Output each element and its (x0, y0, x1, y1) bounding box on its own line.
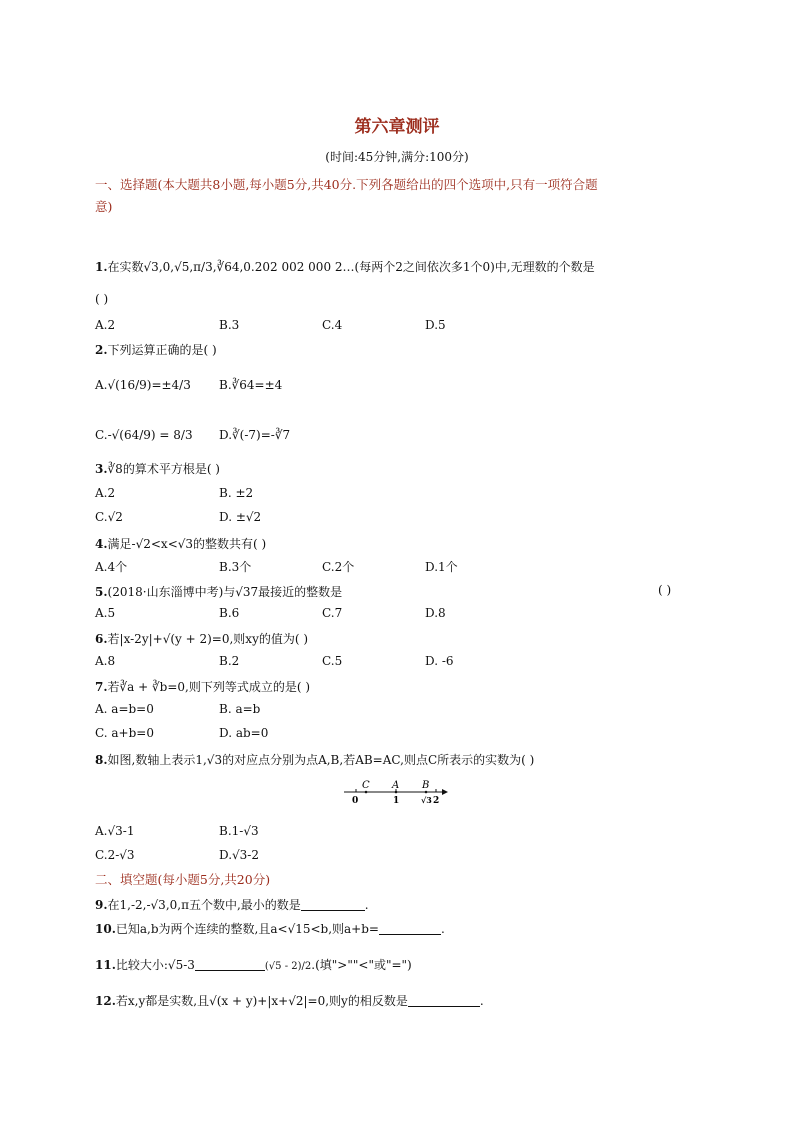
label-zero: 0 (352, 796, 359, 806)
question-5 (95, 583, 342, 600)
fill-question-12 (95, 992, 484, 1009)
question-number: 7. (95, 680, 108, 694)
option-d: D. -6 (425, 654, 454, 668)
option-a: A.2 (95, 318, 116, 332)
section1-heading-line2: 意) (95, 199, 113, 214)
option-d: D.√3-2 (219, 848, 259, 862)
label-c: C (362, 780, 370, 791)
fill-question-11 (95, 956, 412, 973)
question-end: . (440, 922, 445, 936)
fill-question-10 (95, 920, 445, 937)
question-text: 下列运算正确的是( ) (107, 343, 217, 357)
label-a: A (392, 780, 400, 791)
option-d: D. ab=0 (219, 726, 269, 740)
option-a: A.8 (95, 654, 116, 668)
option-b: B.3 (219, 318, 240, 332)
question-4 (95, 535, 266, 552)
label-one: 1 (393, 796, 400, 806)
option-b: B.2 (219, 654, 240, 668)
question-number: 12. (95, 994, 116, 1008)
option-d: D.5 (425, 318, 446, 332)
question-text: 比较大小:√5-3 (115, 958, 195, 972)
option-b: B.1-√3 (219, 824, 259, 838)
option-a: A.√3-1 (95, 824, 135, 838)
answer-blank[interactable] (408, 994, 480, 1007)
fraction-expression: (√5 - 2)/2 (264, 961, 312, 972)
page-subtitle: (时间:45分钟,满分:100分) (325, 150, 469, 164)
option-c: C.-√(64/9) = 8/3 (95, 428, 193, 442)
question-text: 满足-√2<x<√3的整数共有( ) (107, 537, 267, 551)
question-text: 若|x-2y|+√(y + 2)=0,则xy的值为( ) (107, 632, 309, 646)
question-end: . (479, 994, 484, 1008)
question-number: 9. (95, 898, 108, 912)
question-number: 8. (95, 753, 108, 767)
question-text: 在1,-2,-√3,0,π五个数中,最小的数是 (107, 898, 301, 912)
option-a: A. a=b=0 (95, 702, 154, 716)
answer-blank[interactable] (379, 922, 441, 935)
option-b: B. a=b (219, 702, 261, 716)
option-a: A.5 (95, 606, 116, 620)
option-a: A.2 (95, 486, 116, 500)
fill-question-9 (95, 896, 369, 913)
question-number: 5. (95, 585, 108, 599)
option-d: D.∛(-7)=-∛7 (219, 428, 291, 442)
label-sqrt3: √3 (421, 795, 432, 805)
question-number: 11. (95, 958, 116, 972)
page-title: 第六章测评 (354, 117, 440, 137)
option-b: B.6 (219, 606, 240, 620)
label-b: B (422, 780, 430, 791)
question-text: 若∛a + ∛b=0,则下列等式成立的是( ) (107, 680, 311, 694)
option-c: C.5 (322, 654, 343, 668)
question-1 (95, 258, 595, 275)
question-number: 6. (95, 632, 108, 646)
answer-paren: ( ) (658, 583, 672, 597)
question-end: .(填">""<"或"=") (311, 958, 412, 972)
answer-blank[interactable] (195, 958, 265, 971)
question-7 (95, 678, 310, 695)
question-number: 1. (95, 260, 108, 274)
point-b (425, 791, 428, 794)
option-c: C. a+b=0 (95, 726, 154, 740)
point-a (395, 791, 398, 794)
question-2 (95, 341, 217, 358)
option-c: C.√2 (95, 510, 123, 524)
question-text: (2018·山东淄博中考)与√37最接近的整数是 (107, 585, 343, 599)
question-8 (95, 751, 534, 768)
option-c: C.2个 (322, 560, 355, 574)
option-b: B. ±2 (219, 486, 254, 500)
option-c: C.7 (322, 606, 343, 620)
option-d: D. ±√2 (219, 510, 262, 524)
question-number: 2. (95, 343, 108, 357)
option-b: B.∛64=±4 (219, 378, 283, 392)
question-6 (95, 630, 308, 647)
number-line-arrow (442, 789, 448, 795)
question-number: 3. (95, 462, 108, 476)
question-3 (95, 460, 220, 477)
option-c: C.4 (322, 318, 343, 332)
question-end: . (364, 898, 369, 912)
option-a: A.√(16/9)=±4/3 (95, 378, 191, 392)
question-number: 10. (95, 922, 116, 936)
section2-heading: 二、填空题(每小题5分,共20分) (95, 872, 271, 887)
question-text: ∛8的算术平方根是( ) (107, 462, 220, 476)
option-a: A.4个 (95, 560, 128, 574)
question-text: 若x,y都是实数,且√(x + y)+|x+√2|=0,则y的相反数是 (115, 994, 408, 1008)
option-c: C.2-√3 (95, 848, 135, 862)
point-c (365, 791, 368, 794)
answer-blank[interactable] (301, 898, 365, 911)
option-b: B.3个 (219, 560, 252, 574)
number-line-figure (340, 778, 452, 808)
question-text: 如图,数轴上表示1,√3的对应点分别为点A,B,若AB=AC,则点C所表示的实数为( ) (107, 753, 535, 767)
answer-paren: ( ) (95, 292, 109, 306)
question-text: 在实数√3,0,√5,π/3,∛64,0.202 002 000 2…(每两个2之间依次多1个0)中,无理数的个数是 (107, 260, 595, 274)
label-two: 2 (433, 796, 440, 806)
option-d: D.8 (425, 606, 446, 620)
option-d: D.1个 (425, 560, 458, 574)
section1-heading-line1: 一、选择题(本大题共8小题,每小题5分,共40分.下列各题给出的四个选项中,只有一项符合题 (95, 177, 598, 192)
question-number: 4. (95, 537, 108, 551)
question-text: 已知a,b为两个连续的整数,且a<√15<b,则a+b= (115, 922, 379, 936)
